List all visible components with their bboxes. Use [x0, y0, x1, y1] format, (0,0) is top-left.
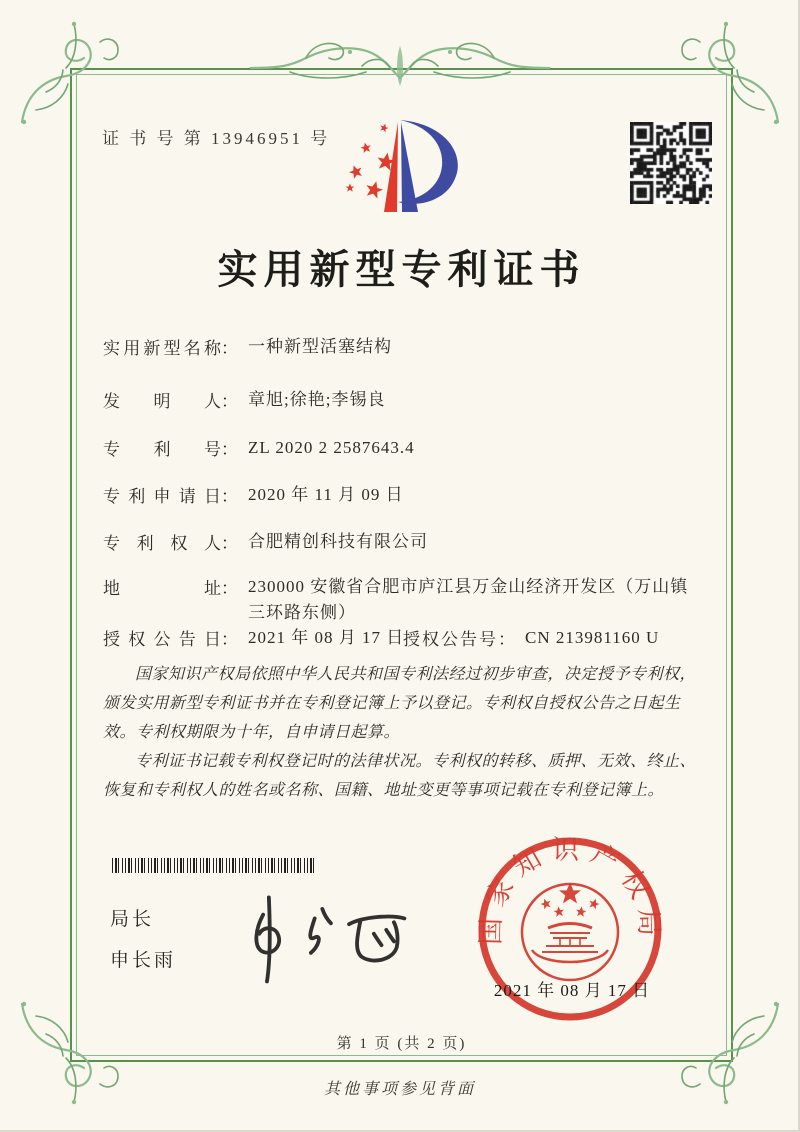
field-value: 2020 年 11 月 09 日: [248, 485, 404, 504]
field-label: 授权公告号: [403, 630, 498, 649]
colon: ：: [221, 392, 238, 411]
page-number: 第 1 页 (共 2 页): [336, 1036, 467, 1052]
field-inventor: [103, 387, 385, 413]
official-seal: [470, 832, 670, 1032]
field-value: 2021 年 08 月 17 日: [248, 628, 405, 647]
field-value: 230000 安徽省合肥市庐江县万金山经济开发区（万山镇三环路东侧）: [248, 577, 689, 623]
field-label: 地址: [103, 579, 221, 598]
officer-title: 局长: [110, 909, 155, 930]
seal-date: 2021 年 08 月 17 日: [493, 981, 651, 1000]
field-utility-model-name: [103, 334, 392, 360]
qr-code: [630, 122, 712, 204]
field-label: 专利申请日: [103, 487, 221, 506]
corner-flourish-top-right: [669, 18, 784, 128]
field-label: 专利号: [103, 440, 221, 459]
field-label: 实用新型名称: [103, 339, 221, 358]
colon: ：: [221, 339, 238, 358]
certificate-number: 证 书 号 第 13946951 号: [102, 129, 331, 148]
certificate-body: [103, 660, 709, 806]
field-value: 一种新型活塞结构: [248, 337, 392, 356]
field-filing-date: [103, 482, 404, 508]
field-label: 专利权人: [103, 534, 221, 553]
field-patentee: [103, 529, 428, 555]
field-value: ZL 2020 2 2587643.4: [248, 438, 415, 457]
officer-name: 申长雨: [110, 950, 177, 971]
officer-block: [110, 904, 176, 986]
field-address: [103, 574, 703, 627]
barcode: [112, 858, 314, 873]
colon: ：: [221, 534, 238, 553]
top-ornament: [250, 32, 550, 104]
field-label: 授权公告日: [103, 630, 221, 649]
field-value: 章旭;徐艳;李锡良: [248, 390, 386, 409]
field-value: CN 213981160 U: [525, 628, 660, 647]
body-paragraph: 专利证书记载专利权登记时的法律状况。专利权的转移、质押、无效、终止、恢复和专利权人的姓名或名称、国籍、地址变更等事项记载在专利登记簿上。: [103, 753, 697, 800]
colon: ：: [221, 440, 238, 459]
colon: ：: [498, 630, 515, 649]
colon: ：: [221, 579, 238, 598]
corner-flourish-top-left: [16, 18, 131, 128]
cnipa-logo: [338, 110, 478, 222]
logo-pillar-red: [384, 122, 398, 212]
field-grant-row: [103, 625, 703, 651]
certificate-title: 实用新型专利证书: [217, 247, 586, 292]
seal-ring-text: 国家知识产权局: [475, 834, 665, 946]
body-paragraph: 国家知识产权局依照中华人民共和国专利法经过初步审查，决定授予专利权，颁发实用新型专利证书并在专利登记簿上予以登记。专利权自授权公告之日起生效。专利权期限为十年，自申请日起算。: [103, 666, 697, 742]
field-value: 合肥精创科技有限公司: [248, 532, 428, 551]
back-note: 其他事项参见背面: [323, 1081, 476, 1098]
field-grant-number: [403, 625, 659, 651]
colon: ：: [221, 630, 238, 649]
field-patent-number: [103, 435, 415, 461]
colon: ：: [221, 487, 238, 506]
handwritten-signature: [232, 886, 447, 991]
field-label: 发明人: [103, 392, 221, 411]
